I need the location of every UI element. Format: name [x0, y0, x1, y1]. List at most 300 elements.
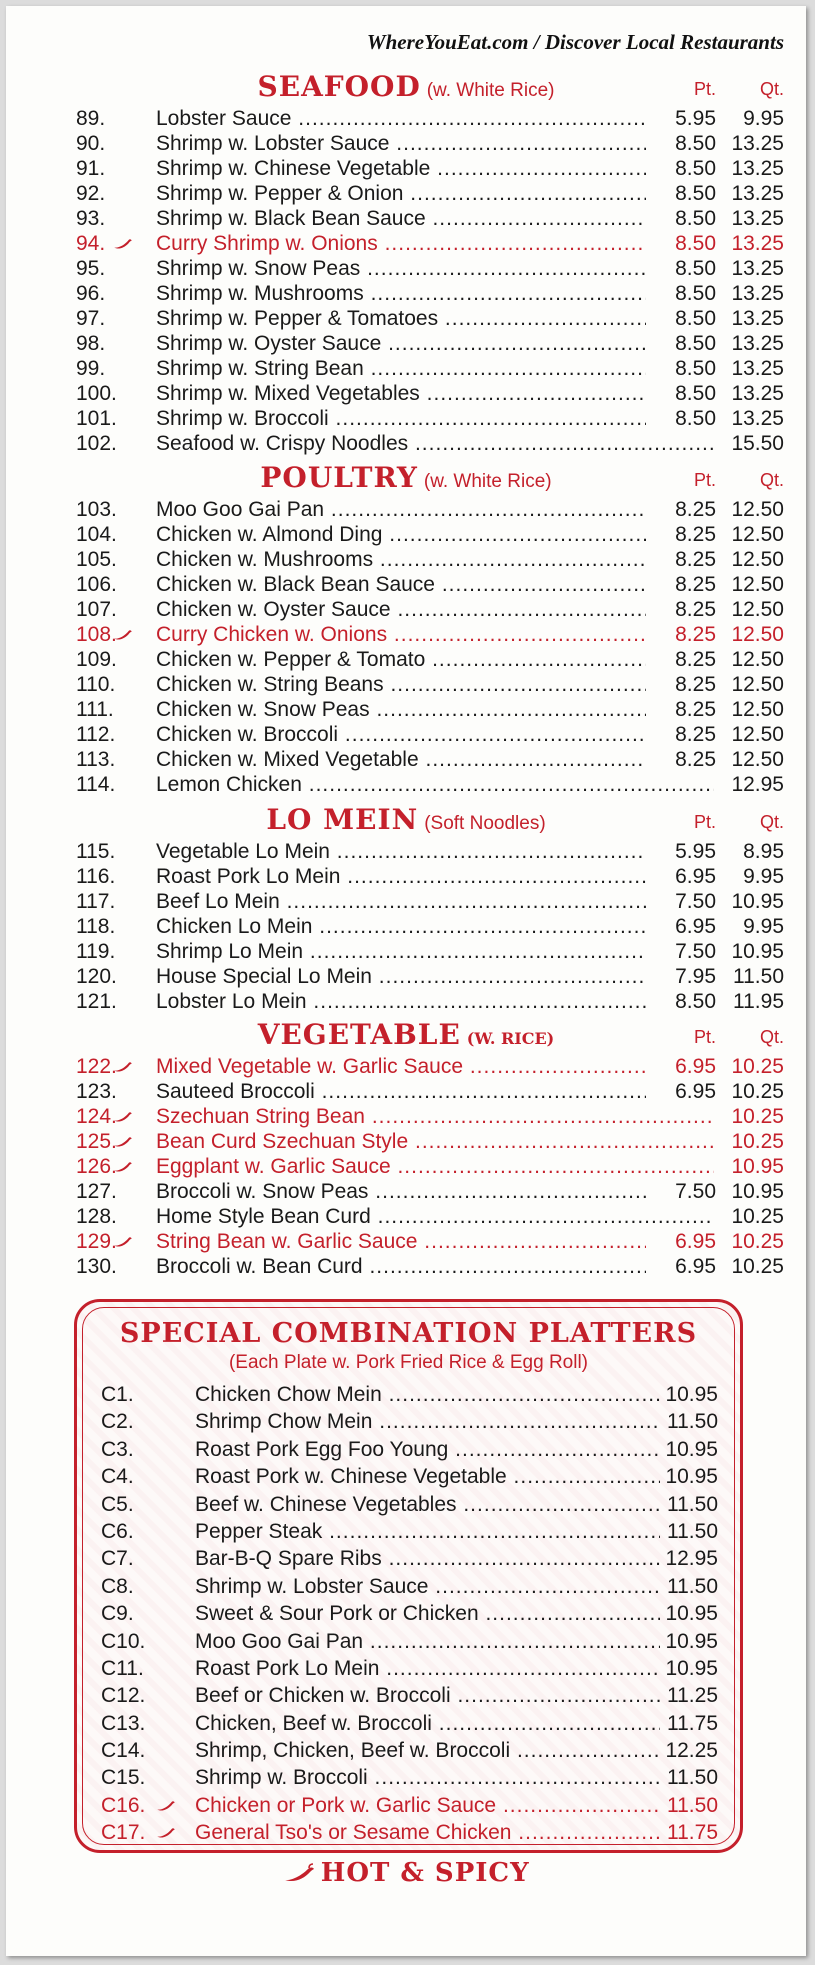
- menu-item-row: [6, 131, 806, 156]
- combo-name-leader: [195, 1518, 660, 1545]
- item-number: 112.: [76, 723, 116, 746]
- pint-price: 8.25: [675, 623, 716, 646]
- quart-column-header: Qt.: [759, 470, 784, 490]
- item-name-leader: [156, 106, 646, 131]
- menu-item-row: [6, 914, 806, 939]
- quart-price: 10.25: [731, 1105, 784, 1128]
- item-name: Chicken w. Oyster Sauce .....: [156, 598, 646, 621]
- item-number: 106.: [76, 573, 117, 596]
- chili-pepper-icon: [112, 1160, 134, 1174]
- combo-name: Shrimp, Chicken, Beef w. Broccoli .....: [195, 1739, 660, 1762]
- item-name-leader: [156, 331, 646, 356]
- item-name: Eggplant w. Garlic Sauce .....: [156, 1155, 714, 1178]
- section-title: [6, 461, 806, 494]
- item-name: Chicken w. Almond Ding .....: [156, 523, 646, 546]
- item-name-leader: [156, 989, 646, 1014]
- section-subtitle: (W. RICE): [466, 1029, 555, 1048]
- item-number: 118.: [76, 915, 116, 938]
- quart-column-header: Qt.: [759, 812, 784, 832]
- combo-price: 10.95: [665, 1437, 718, 1461]
- combo-name: Beef or Chicken w. Broccoli .....: [195, 1684, 660, 1707]
- item-name-leader: [156, 547, 646, 572]
- combo-name: Shrimp Chow Mein .....: [195, 1410, 660, 1433]
- menu-item-row: [6, 406, 806, 431]
- combo-price: 11.50: [667, 1519, 718, 1543]
- quart-price: 12.50: [731, 548, 784, 571]
- pint-price: 6.95: [675, 1055, 716, 1078]
- menu-item-row: [6, 697, 806, 722]
- item-name: Shrimp w. Lobster Sauce .....: [156, 132, 646, 155]
- combo-name-leader: [195, 1573, 660, 1600]
- chili-pepper-icon: [155, 1826, 177, 1840]
- menu-page: [6, 6, 806, 1956]
- combo-name: Chicken, Beef w. Broccoli .....: [195, 1712, 660, 1735]
- item-name: Chicken w. Broccoli .....: [156, 723, 646, 746]
- menu-item-row: [6, 356, 806, 381]
- item-name: Shrimp w. Mushrooms .....: [156, 282, 646, 305]
- menu-item-row: [6, 1054, 806, 1079]
- quart-price: 10.95: [731, 890, 784, 913]
- menu-item-row: [6, 156, 806, 181]
- section-seafood: [6, 70, 806, 456]
- item-name-leader: [156, 131, 646, 156]
- item-name-leader: [156, 306, 646, 331]
- quart-price: 10.25: [731, 1055, 784, 1078]
- quart-price: 12.50: [731, 648, 784, 671]
- item-number: 128.: [76, 1205, 117, 1228]
- pint-price: 8.50: [675, 382, 716, 405]
- item-number: 122.: [76, 1055, 117, 1078]
- quart-price: 13.25: [731, 157, 784, 180]
- quart-price: 12.50: [731, 723, 784, 746]
- item-name: Broccoli w. Snow Peas .....: [156, 1180, 646, 1203]
- combo-item-row: [77, 1600, 740, 1627]
- pint-price: 8.25: [675, 523, 716, 546]
- item-name: Chicken w. Mixed Vegetable .....: [156, 748, 646, 771]
- item-name-leader: [156, 622, 646, 647]
- item-name-leader: [156, 1254, 646, 1279]
- item-name: Shrimp Lo Mein .....: [156, 940, 646, 963]
- pint-price: 5.95: [675, 840, 716, 863]
- combo-name-leader: [195, 1436, 660, 1463]
- combo-item-row: [77, 1737, 740, 1764]
- pint-price: 8.50: [675, 990, 716, 1013]
- combo-code: C2.: [101, 1410, 134, 1434]
- item-name-leader: [156, 281, 646, 306]
- menu-item-row: [6, 1079, 806, 1104]
- combo-item-row: [77, 1682, 740, 1709]
- pint-price: 8.25: [675, 748, 716, 771]
- pint-column-header: Pt.: [693, 470, 716, 490]
- pint-price: 8.25: [675, 548, 716, 571]
- combo-name-leader: [195, 1600, 660, 1627]
- quart-price: 12.50: [731, 698, 784, 721]
- item-name: Szechuan String Bean .....: [156, 1105, 714, 1128]
- combo-name: Shrimp w. Broccoli .....: [195, 1766, 660, 1789]
- combo-price: 11.50: [667, 1574, 718, 1598]
- item-number: 105.: [76, 548, 117, 571]
- item-name-leader: [156, 1104, 714, 1129]
- item-name-leader: [156, 672, 646, 697]
- item-name-leader: [156, 256, 646, 281]
- item-name: Mixed Vegetable w. Garlic Sauce .....: [156, 1055, 646, 1078]
- item-number: 123.: [76, 1080, 117, 1103]
- pint-price: 8.50: [675, 182, 716, 205]
- pint-price: 8.25: [675, 673, 716, 696]
- menu-item-row: [6, 647, 806, 672]
- quart-column-header: Qt.: [759, 1027, 784, 1047]
- item-name: Chicken w. Mushrooms .....: [156, 548, 646, 571]
- item-name: Broccoli w. Bean Curd .....: [156, 1255, 646, 1278]
- item-name-leader: [156, 1229, 646, 1254]
- item-name-leader: [156, 1179, 646, 1204]
- combo-name-leader: [195, 1764, 660, 1791]
- combo-code: C1.: [101, 1383, 134, 1406]
- item-number: 90.: [76, 132, 106, 155]
- combo-price: 10.95: [665, 1383, 718, 1406]
- section-items: [6, 106, 806, 456]
- quart-price: 12.50: [731, 598, 784, 621]
- item-name: Shrimp w. String Bean .....: [156, 357, 646, 380]
- combo-name-leader: [195, 1463, 660, 1490]
- combo-price: 10.95: [665, 1602, 718, 1626]
- section-header: [6, 1018, 806, 1054]
- item-name: Shrimp w. Broccoli .....: [156, 407, 646, 430]
- pint-price: 8.25: [675, 498, 716, 521]
- quart-price: 10.95: [731, 940, 784, 963]
- quart-price: 10.95: [731, 1180, 784, 1203]
- item-name-leader: [156, 231, 646, 256]
- item-name-leader: [156, 647, 646, 672]
- combo-item-row: [77, 1710, 740, 1737]
- item-number: 89.: [76, 107, 106, 130]
- combo-code: C14.: [101, 1739, 146, 1763]
- menu-item-row: [6, 672, 806, 697]
- combo-item-row: [77, 1655, 740, 1682]
- menu-item-row: [6, 722, 806, 747]
- item-name: Shrimp w. Pepper & Tomatoes .....: [156, 307, 646, 330]
- combo-name: General Tso's or Sesame Chicken .....: [195, 1821, 660, 1844]
- item-name-leader: [156, 697, 646, 722]
- quart-price: 13.25: [731, 282, 784, 305]
- combo-item-row: [77, 1792, 740, 1819]
- item-name: Lobster Sauce .....: [156, 107, 646, 130]
- combo-code: C9.: [101, 1602, 134, 1626]
- quart-price: 12.50: [731, 748, 784, 771]
- item-name: Beef Lo Mein .....: [156, 890, 646, 913]
- item-name: Lemon Chicken .....: [156, 773, 714, 796]
- item-name-leader: [156, 431, 714, 456]
- item-number: 130.: [76, 1255, 117, 1278]
- combo-price: 11.75: [667, 1711, 718, 1735]
- section-subtitle: (w. White Rice): [423, 471, 552, 492]
- item-name-leader: [156, 1154, 714, 1179]
- menu-item-row: [6, 181, 806, 206]
- section-title-text: VEGETABLE: [257, 1018, 461, 1051]
- item-name-leader: [156, 889, 646, 914]
- item-name: Lobster Lo Mein .....: [156, 990, 646, 1013]
- item-name-leader: [156, 964, 646, 989]
- combo-name: Beef w. Chinese Vegetables .....: [195, 1493, 660, 1516]
- item-number: 110.: [76, 673, 116, 696]
- item-name: Home Style Bean Curd .....: [156, 1205, 714, 1228]
- item-name-leader: [156, 406, 646, 431]
- menu-item-row: [6, 622, 806, 647]
- item-number: 120.: [76, 965, 117, 988]
- quart-price: 15.50: [731, 432, 784, 455]
- chili-pepper-icon: [282, 1863, 316, 1883]
- item-name-leader: [156, 181, 646, 206]
- item-name-leader: [156, 1079, 646, 1104]
- pint-price: 8.25: [675, 648, 716, 671]
- item-name: String Bean w. Garlic Sauce .....: [156, 1230, 646, 1253]
- quart-price: 10.25: [731, 1080, 784, 1103]
- quart-price: 10.25: [731, 1205, 784, 1228]
- combo-item-row: [77, 1518, 740, 1545]
- item-number: 96.: [76, 282, 106, 305]
- quart-price: 11.50: [733, 965, 784, 988]
- combo-code: C16.: [101, 1793, 146, 1817]
- pint-price: 8.50: [675, 132, 716, 155]
- section-items: [6, 1054, 806, 1279]
- pint-price: 8.25: [675, 573, 716, 596]
- item-number: 94.: [76, 232, 106, 255]
- hot-spicy-label: HOT & SPICY: [320, 1858, 530, 1888]
- combo-code: C15.: [101, 1766, 146, 1790]
- section-vegetable: [6, 1018, 806, 1279]
- combo-code: C5.: [101, 1492, 134, 1516]
- combo-item-row: [77, 1381, 740, 1408]
- combo-code: C11.: [101, 1656, 144, 1680]
- quart-column-header: Qt.: [759, 79, 784, 99]
- menu-item-row: [6, 547, 806, 572]
- menu-item-row: [6, 597, 806, 622]
- quart-price: 13.25: [731, 182, 784, 205]
- quart-price: 13.25: [731, 307, 784, 330]
- pint-column-header: Pt.: [693, 79, 716, 99]
- item-number: 116.: [76, 865, 116, 888]
- section-header: [6, 70, 806, 106]
- item-number: 129.: [76, 1230, 117, 1253]
- combo-name-leader: [195, 1628, 660, 1655]
- chili-pepper-icon: [155, 1799, 177, 1813]
- menu-item-row: [6, 964, 806, 989]
- combo-name-leader: [195, 1737, 660, 1764]
- quart-price: 12.95: [731, 773, 784, 796]
- combo-name-leader: [195, 1655, 660, 1682]
- combo-name: Bar-B-Q Spare Ribs .....: [195, 1547, 660, 1570]
- menu-item-row: [6, 331, 806, 356]
- item-name: Roast Pork Lo Mein .....: [156, 865, 646, 888]
- quart-price: 12.50: [731, 523, 784, 546]
- combo-code: C7.: [101, 1547, 134, 1571]
- combo-code: C10.: [101, 1629, 146, 1653]
- item-name-leader: [156, 156, 646, 181]
- chili-pepper-icon: [112, 1110, 134, 1124]
- menu-item-row: [6, 381, 806, 406]
- section-items: [6, 839, 806, 1014]
- quart-price: 12.50: [731, 623, 784, 646]
- pint-price: 7.95: [675, 965, 716, 988]
- pint-price: 8.25: [675, 598, 716, 621]
- quart-price: 9.95: [743, 107, 784, 130]
- section-title-text: POULTRY: [260, 461, 418, 494]
- menu-item-row: [6, 772, 806, 797]
- section-title-text: LO MEIN: [266, 803, 419, 836]
- menu-item-row: [6, 747, 806, 772]
- item-name-leader: [156, 356, 646, 381]
- menu-item-row: [6, 1254, 806, 1279]
- item-name: Bean Curd Szechuan Style .....: [156, 1130, 714, 1153]
- quart-price: 13.25: [731, 357, 784, 380]
- combo-name-leader: [195, 1682, 660, 1709]
- quart-price: 13.25: [731, 332, 784, 355]
- combo-title: SPECIAL COMBINATION PLATTERS: [119, 1318, 698, 1349]
- menu-item-row: [6, 497, 806, 522]
- item-name-leader: [156, 381, 646, 406]
- item-number: 103.: [76, 498, 117, 521]
- combo-item-row: [77, 1436, 740, 1463]
- item-name: House Special Lo Mein .....: [156, 965, 646, 988]
- item-number: 114.: [76, 773, 116, 796]
- combo-code: C17.: [101, 1821, 146, 1845]
- menu-item-row: [6, 1129, 806, 1154]
- pint-price: 8.50: [675, 282, 716, 305]
- pint-price: 6.95: [675, 1080, 716, 1103]
- item-name: Shrimp w. Chinese Vegetable .....: [156, 157, 646, 180]
- combo-price: 10.95: [665, 1465, 718, 1489]
- item-name: Chicken w. Snow Peas .....: [156, 698, 646, 721]
- combo-item-row: [77, 1545, 740, 1572]
- quart-price: 11.95: [733, 990, 784, 1013]
- item-number: 101.: [76, 407, 117, 430]
- section-items: [6, 497, 806, 797]
- item-name: Chicken w. Black Bean Sauce .....: [156, 573, 646, 596]
- item-number: 108.: [76, 623, 117, 646]
- pint-price: 8.50: [675, 207, 716, 230]
- quart-price: 13.25: [731, 207, 784, 230]
- item-name: Moo Goo Gai Pan .....: [156, 498, 646, 521]
- section-subtitle: (Soft Noodles): [424, 813, 546, 834]
- quart-price: 13.25: [731, 232, 784, 255]
- item-name: Chicken w. Pepper & Tomato .....: [156, 648, 646, 671]
- pint-price: 5.95: [675, 107, 716, 130]
- combo-name-leader: [195, 1408, 660, 1435]
- item-number: 111.: [76, 698, 114, 721]
- quart-price: 13.25: [731, 407, 784, 430]
- combo-code: C4.: [101, 1465, 134, 1489]
- menu-item-row: [6, 1229, 806, 1254]
- item-number: 115.: [76, 840, 116, 863]
- item-name: Chicken w. String Beans .....: [156, 673, 646, 696]
- combo-price: 10.95: [665, 1629, 718, 1653]
- item-name-leader: [156, 497, 646, 522]
- quart-price: 13.25: [731, 257, 784, 280]
- combo-name: Chicken or Pork w. Garlic Sauce .....: [195, 1794, 660, 1817]
- item-number: 97.: [76, 307, 106, 330]
- menu-item-row: [6, 889, 806, 914]
- pint-price: 8.50: [675, 232, 716, 255]
- menu-item-row: [6, 1204, 806, 1229]
- section-title: [6, 803, 806, 836]
- combo-price: 12.25: [665, 1739, 718, 1763]
- combo-item-row: [77, 1573, 740, 1600]
- combo-price: 11.25: [667, 1684, 718, 1708]
- pint-price: 6.95: [675, 865, 716, 888]
- hot-spicy-legend: [6, 1858, 806, 1888]
- combo-item-row: [77, 1819, 740, 1846]
- item-name-leader: [156, 747, 646, 772]
- quart-price: 10.25: [731, 1230, 784, 1253]
- item-name: Vegetable Lo Mein .....: [156, 840, 646, 863]
- item-number: 109.: [76, 648, 117, 671]
- item-number: 113.: [76, 748, 116, 771]
- pint-price: 8.50: [675, 407, 716, 430]
- chili-pepper-icon: [112, 1235, 134, 1249]
- item-name-leader: [156, 914, 646, 939]
- menu-item-row: [6, 281, 806, 306]
- combo-item-row: [77, 1463, 740, 1490]
- quart-price: 9.95: [743, 915, 784, 938]
- combo-item-row: [77, 1491, 740, 1518]
- item-name: Sauteed Broccoli .....: [156, 1080, 646, 1103]
- pint-price: 8.50: [675, 157, 716, 180]
- section-title-text: SEAFOOD: [257, 70, 421, 103]
- item-number: 104.: [76, 523, 117, 546]
- item-name-leader: [156, 839, 646, 864]
- menu-item-row: [6, 206, 806, 231]
- combo-name: Roast Pork Egg Foo Young .....: [195, 1438, 660, 1461]
- combo-name-leader: [195, 1792, 660, 1819]
- item-name: Curry Shrimp w. Onions .....: [156, 232, 646, 255]
- combo-price: 11.50: [667, 1766, 718, 1790]
- item-name: Curry Chicken w. Onions .....: [156, 623, 646, 646]
- menu-item-row: [6, 256, 806, 281]
- quart-price: 8.95: [743, 840, 784, 863]
- menu-item-row: [6, 864, 806, 889]
- section-header: [6, 803, 806, 839]
- pint-price: 8.25: [675, 698, 716, 721]
- item-name-leader: [156, 1054, 646, 1079]
- item-number: 119.: [76, 940, 116, 963]
- item-name: Shrimp w. Black Bean Sauce .....: [156, 207, 646, 230]
- item-name: Shrimp w. Pepper & Onion .....: [156, 182, 646, 205]
- item-name: Shrimp w. Snow Peas .....: [156, 257, 646, 280]
- pint-price: 6.95: [675, 915, 716, 938]
- item-name: Shrimp w. Oyster Sauce .....: [156, 332, 646, 355]
- pint-price: 8.50: [675, 357, 716, 380]
- quart-price: 12.50: [731, 573, 784, 596]
- item-number: 100.: [76, 382, 117, 405]
- combo-name-leader: [195, 1819, 660, 1846]
- combo-price: 11.50: [667, 1492, 718, 1516]
- item-name-leader: [156, 206, 646, 231]
- pint-price: 6.95: [675, 1255, 716, 1278]
- combo-name: Sweet & Sour Pork or Chicken .....: [195, 1602, 660, 1625]
- combination-platters-box: [74, 1299, 743, 1853]
- section-title: [6, 70, 806, 103]
- pint-price: 8.50: [675, 332, 716, 355]
- quart-price: 13.25: [731, 382, 784, 405]
- combo-price: 11.50: [667, 1410, 718, 1434]
- quart-price: 10.95: [731, 1155, 784, 1178]
- menu-item-row: [6, 989, 806, 1014]
- item-number: 126.: [76, 1155, 117, 1178]
- section-header: [6, 461, 806, 497]
- pint-price: 7.50: [675, 940, 716, 963]
- pint-price: 7.50: [675, 890, 716, 913]
- item-number: 127.: [76, 1180, 117, 1203]
